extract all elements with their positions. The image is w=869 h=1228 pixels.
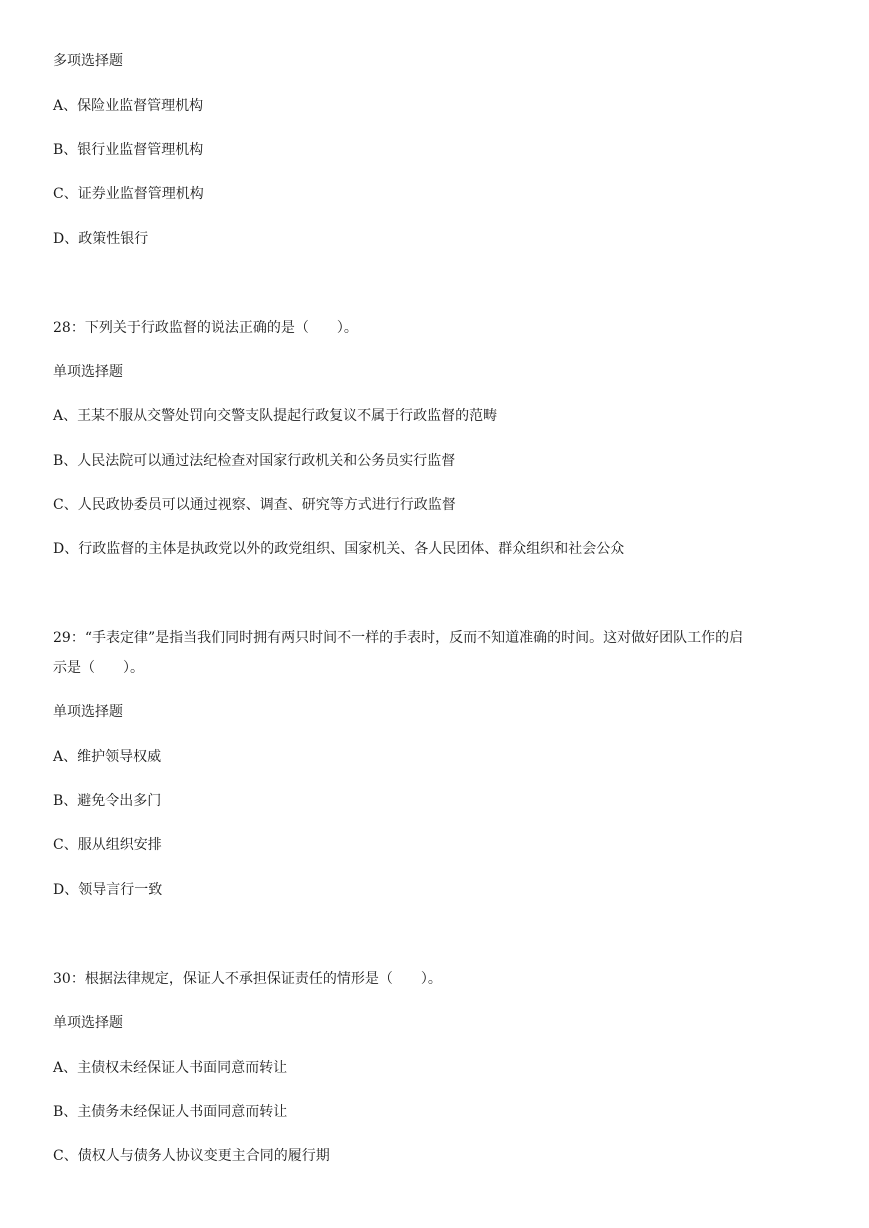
option-a: A、维护领导权威 bbox=[53, 749, 162, 765]
option-d: D、行政监督的主体是执政党以外的政党组织、国家机关、各人民团体、群众组织和社会公众 bbox=[53, 541, 625, 557]
question-stem-continued: 示是（ ）。 bbox=[53, 660, 144, 676]
question-type: 多项选择题 bbox=[53, 53, 123, 69]
option-b: B、避免令出多门 bbox=[53, 793, 162, 809]
question-type: 单项选择题 bbox=[53, 364, 123, 380]
option-c: C、人民政协委员可以通过视察、调查、研究等方式进行行政监督 bbox=[53, 497, 456, 513]
option-a: A、王某不服从交警处罚向交警支队提起行政复议不属于行政监督的范畴 bbox=[53, 408, 498, 424]
question-stem: 28：下列关于行政监督的说法正确的是（ ）。 bbox=[53, 320, 358, 336]
question-stem: 30：根据法律规定，保证人不承担保证责任的情形是（ ）。 bbox=[53, 971, 442, 987]
option-d: D、领导言行一致 bbox=[53, 882, 163, 898]
option-a: A、主债权未经保证人书面同意而转让 bbox=[53, 1060, 288, 1076]
option-a: A、保险业监督管理机构 bbox=[53, 98, 204, 114]
question-type: 单项选择题 bbox=[53, 704, 123, 720]
option-d: D、政策性银行 bbox=[53, 231, 149, 247]
option-b: B、银行业监督管理机构 bbox=[53, 142, 204, 158]
option-c: C、证券业监督管理机构 bbox=[53, 186, 204, 202]
option-b: B、主债务未经保证人书面同意而转让 bbox=[53, 1104, 288, 1120]
option-c: C、债权人与债务人协议变更主合同的履行期 bbox=[53, 1148, 330, 1164]
option-c: C、服从组织安排 bbox=[53, 837, 162, 853]
question-stem: 29：“手表定律”是指当我们同时拥有两只时间不一样的手表时，反而不知道准确的时间。这对做好团队工作的启 bbox=[53, 630, 744, 646]
question-type: 单项选择题 bbox=[53, 1015, 123, 1031]
option-b: B、人民法院可以通过法纪检查对国家行政机关和公务员实行监督 bbox=[53, 453, 456, 469]
